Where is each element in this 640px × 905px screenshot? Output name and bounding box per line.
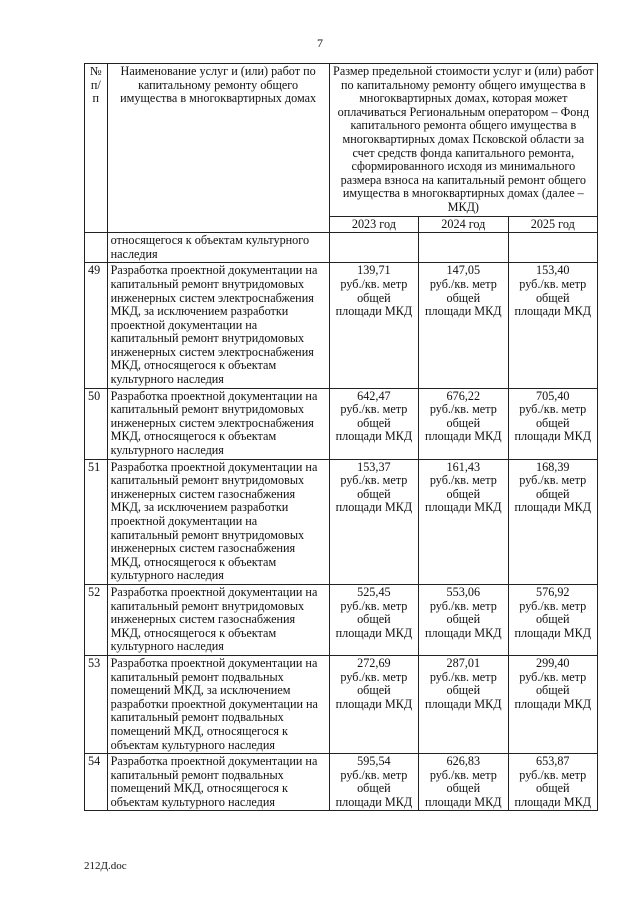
cost-unit: руб./кв. метр общей площади МКД: [335, 767, 413, 809]
cost-unit: руб./кв. метр общей площади МКД: [514, 402, 592, 444]
cost-value: 168,39: [536, 459, 570, 474]
cost-unit: руб./кв. метр общей площади МКД: [335, 669, 413, 711]
row-value: [329, 263, 418, 388]
row-value: [508, 388, 597, 459]
table-row: [85, 263, 598, 388]
page-number: 7: [317, 36, 323, 50]
cost-value: 626,83: [446, 754, 481, 769]
cost-value: 653,87: [536, 754, 570, 769]
table-header: [85, 64, 598, 233]
footer-doc-name: 212Д.doc: [84, 860, 127, 872]
cost-value: 553,06: [446, 584, 481, 599]
cost-unit: руб./кв. метр общей площади МКД: [425, 473, 502, 515]
cost-unit: руб./кв. метр общей площади МКД: [425, 669, 502, 711]
table-row: [85, 655, 598, 753]
cost-unit: руб./кв. метр общей площади МКД: [335, 276, 413, 319]
cost-value: 153,37: [357, 459, 391, 474]
cost-value: 287,01: [446, 655, 481, 670]
row-value: [419, 584, 508, 655]
row-value: [508, 584, 597, 655]
row-name: Разработка проектной документации на капитальный ремонт внутридомовых инженерных систем электроснабжения МКД, относящегося к объектам культурного наследия: [107, 388, 329, 459]
header-year-2024: 2024 год: [419, 216, 508, 233]
header-cost: Размер предельной стоимости услуг и (или) работ по капитальному ремонту общего имущества в многоквартирных домах, которая может оплачиваться Региональным оператором – Фонд капитального ремонта общего имущества в многоквартирных домах Псковской области за счет средств фонда капитального ремонта, сформированного исходя из минимального размера взноса на капитальный ремонт общего имущества в многоквартирных домах (далее – МКД): [329, 64, 597, 217]
row-value: [329, 754, 418, 811]
cost-unit: руб./кв. метр общей площади МКД: [514, 669, 592, 711]
row-name: Разработка проектной документации на капитальный ремонт внутридомовых инженерных систем газоснабжения МКД, за исключением разработки проектной документации на капитальный ремонт внутридомовых инженерных систем газоснабжения МКД, относящегося к объектам культурного наследия: [107, 459, 329, 584]
cost-unit: руб./кв. метр общей площади МКД: [514, 598, 592, 640]
cost-value: 642,47: [357, 388, 391, 403]
cost-unit: руб./кв. метр общей площади МКД: [335, 473, 413, 515]
row-value: [419, 233, 508, 263]
table-row: [85, 754, 598, 811]
cost-value: 595,54: [357, 754, 391, 769]
row-num: 51: [85, 459, 108, 584]
row-name: Разработка проектной документации на капитальный ремонт внутридомовых инженерных систем газоснабжения МКД, относящегося к объектам культурного наследия: [107, 584, 329, 655]
row-value: [508, 459, 597, 584]
header-year-2023: 2023 год: [329, 216, 418, 233]
cost-value: 705,40: [536, 388, 570, 403]
row-value: [419, 263, 508, 388]
row-name: Разработка проектной документации на капитальный ремонт подвальных помещений МКД, за исключением разработки проектной документации на капитальный ремонт подвальных помещений МКД, относящегося к объектам культурного наследия: [107, 655, 329, 753]
row-value: [419, 655, 508, 753]
cost-unit: руб./кв. метр общей площади МКД: [514, 473, 592, 515]
header-year-2025: 2025 год: [508, 216, 597, 233]
cost-unit: руб./кв. метр общей площади МКД: [425, 276, 502, 319]
table-body: [85, 233, 598, 811]
header-num: № п/п: [85, 64, 108, 233]
cost-value: 147,05: [446, 263, 481, 278]
row-value: [508, 655, 597, 753]
row-name: Разработка проектной документации на капитальный ремонт внутридомовых инженерных систем электроснабжения МКД, за исключением разработки проектной документации на капитальный ремонт внутридомовых инженерных систем электроснабжения МКД, относящегося к объектам культурного наследия: [107, 263, 329, 388]
row-value: [329, 233, 418, 263]
row-num: 54: [85, 754, 108, 811]
cost-value: 576,92: [536, 584, 570, 599]
header-name: Наименование услуг и (или) работ по капитальному ремонту общего имущества в многоквартирных домах: [107, 64, 329, 233]
row-value: [329, 459, 418, 584]
row-value: [419, 388, 508, 459]
row-num: 52: [85, 584, 108, 655]
cost-unit: руб./кв. метр общей площади МКД: [335, 402, 413, 444]
row-value: [329, 655, 418, 753]
cost-value: 676,22: [446, 388, 481, 403]
cost-unit: руб./кв. метр общей площади МКД: [514, 276, 592, 319]
table-row: [85, 459, 598, 584]
row-value: [508, 754, 597, 811]
row-value: [508, 263, 597, 388]
table-row: [85, 584, 598, 655]
row-value: [419, 754, 508, 811]
table-row: [85, 388, 598, 459]
cost-value: 299,40: [536, 655, 570, 670]
cost-value: 161,43: [446, 459, 481, 474]
cost-value: 272,69: [357, 655, 391, 670]
row-num: 53: [85, 655, 108, 753]
cost-unit: руб./кв. метр общей площади МКД: [514, 767, 592, 809]
row-num: 49: [85, 263, 108, 388]
table-row-continuation: [85, 233, 598, 263]
cost-unit: руб./кв. метр общей площади МКД: [335, 598, 413, 640]
row-value: [508, 233, 597, 263]
row-name: относящегося к объектам культурного наследия: [107, 233, 329, 263]
row-num: 50: [85, 388, 108, 459]
row-value: [329, 388, 418, 459]
row-value: [419, 459, 508, 584]
cost-table: [84, 63, 598, 811]
row-num: [85, 233, 108, 263]
cost-value: 525,45: [357, 584, 391, 599]
cost-value: 153,40: [536, 263, 570, 278]
cost-unit: руб./кв. метр общей площади МКД: [425, 598, 502, 640]
cost-value: 139,71: [357, 263, 391, 278]
cost-unit: руб./кв. метр общей площади МКД: [425, 767, 502, 809]
cost-unit: руб./кв. метр общей площади МКД: [425, 402, 502, 444]
row-value: [329, 584, 418, 655]
row-name: Разработка проектной документации на капитальный ремонт подвальных помещений МКД, относящегося к объектам культурного наследия: [107, 754, 329, 811]
